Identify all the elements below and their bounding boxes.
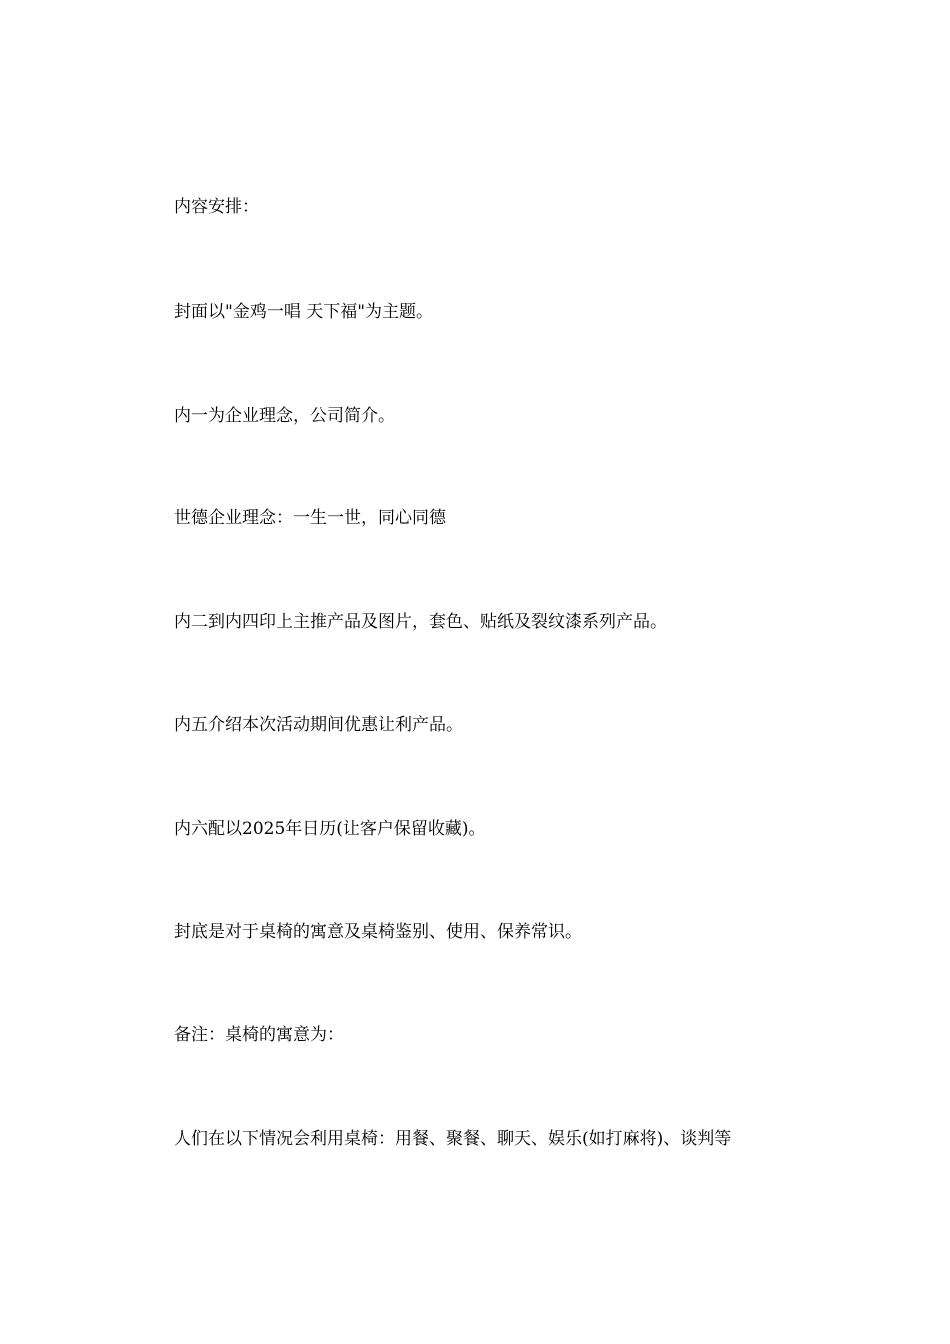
- paragraph-cover: 封面以"金鸡一唱 天下福"为主题。: [174, 302, 434, 322]
- paragraph-note: 备注：桌椅的寓意为：: [174, 1025, 344, 1045]
- paragraph-inner-two-four: 内二到内四印上主推产品及图片，套色、贴纸及裂纹漆系列产品。: [174, 612, 667, 632]
- paragraph-inner-one: 内一为企业理念，公司简介。: [174, 406, 395, 426]
- section-heading: 内容安排：: [174, 197, 259, 217]
- paragraph-usage: 人们在以下情况会利用桌椅：用餐、聚餐、聊天、娱乐(如打麻将)、谈判等: [174, 1129, 732, 1149]
- paragraph-back-cover: 封底是对于桌椅的寓意及桌椅鉴别、使用、保养常识。: [174, 922, 582, 942]
- paragraph-inner-six: 内六配以2025年日历(让客户保留收藏)。: [174, 819, 486, 839]
- paragraph-philosophy: 世德企业理念：一生一世，同心同德: [174, 508, 446, 528]
- paragraph-inner-five: 内五介绍本次活动期间优惠让利产品。: [174, 715, 463, 735]
